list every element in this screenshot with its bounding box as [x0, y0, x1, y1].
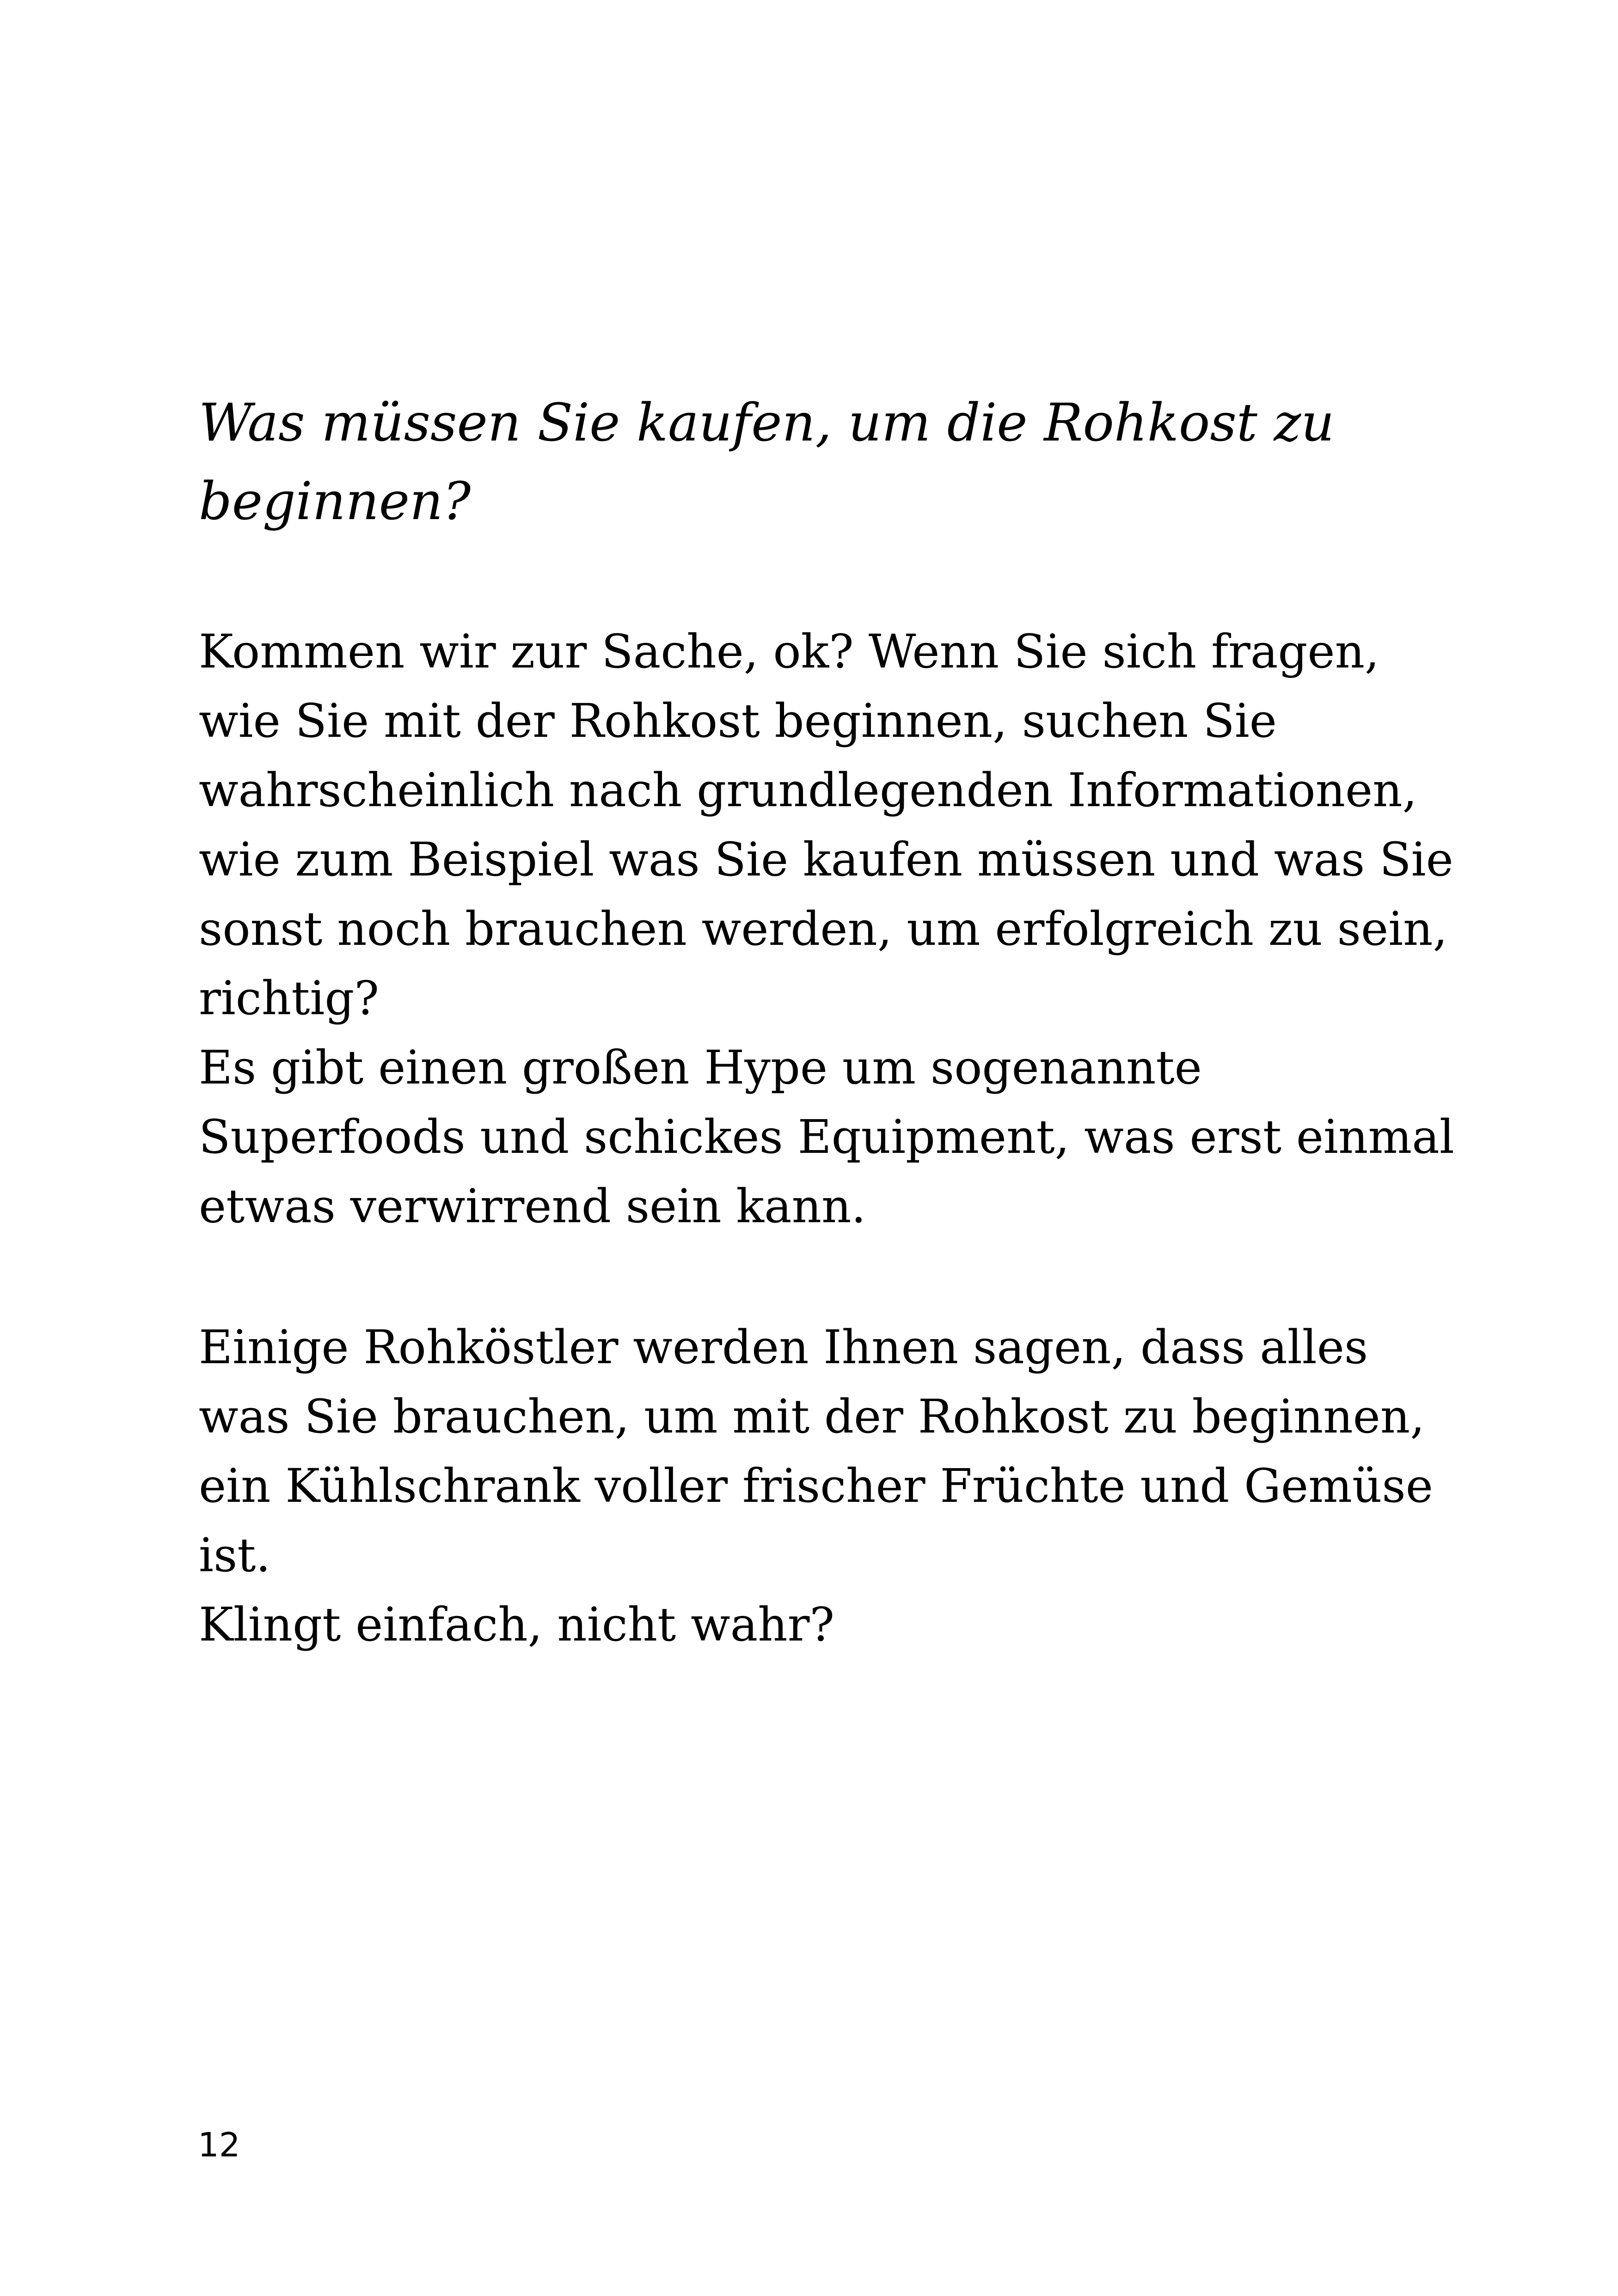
text-line: ein Kühlschrank voller frischer Früchte und Gemüse — [199, 1459, 1433, 1513]
section-heading — [199, 384, 1447, 541]
text-line: etwas verwirrend sein kann. — [199, 1179, 866, 1233]
heading-line: beginnen? — [199, 471, 471, 532]
text-line: wie Sie mit der Rohkost beginnen, suchen Sie — [199, 694, 1277, 748]
text-line: Einige Rohköstler werden Ihnen sagen, dass alles — [199, 1320, 1368, 1374]
body-paragraph — [199, 1313, 1484, 1659]
text-line: ist. — [199, 1528, 271, 1582]
heading-line: Was müssen Sie kaufen, um die Rohkost zu — [199, 393, 1335, 453]
text-line: Superfoods und schickes Equipment, was erst einmal — [199, 1110, 1454, 1164]
text-line: was Sie brauchen, um mit der Rohkost zu beginnen, — [199, 1390, 1425, 1444]
text-line: Klingt einfach, nicht wahr? — [199, 1598, 835, 1652]
text-line: richtig? — [199, 971, 379, 1025]
text-line: sonst noch brauchen werden, um erfolgreich zu sein, — [199, 902, 1448, 956]
page-number: 12 — [198, 2125, 240, 2164]
text-line: Kommen wir zur Sache, ok? Wenn Sie sich fragen, — [199, 625, 1379, 679]
text-line: wie zum Beispiel was Sie kaufen müssen und was Sie — [199, 833, 1453, 887]
text-line: wahrscheinlich nach grundlegenden Informationen, — [199, 763, 1417, 817]
text-line: Es gibt einen großen Hype um sogenannte — [199, 1041, 1202, 1095]
body-paragraph — [199, 617, 1484, 1241]
